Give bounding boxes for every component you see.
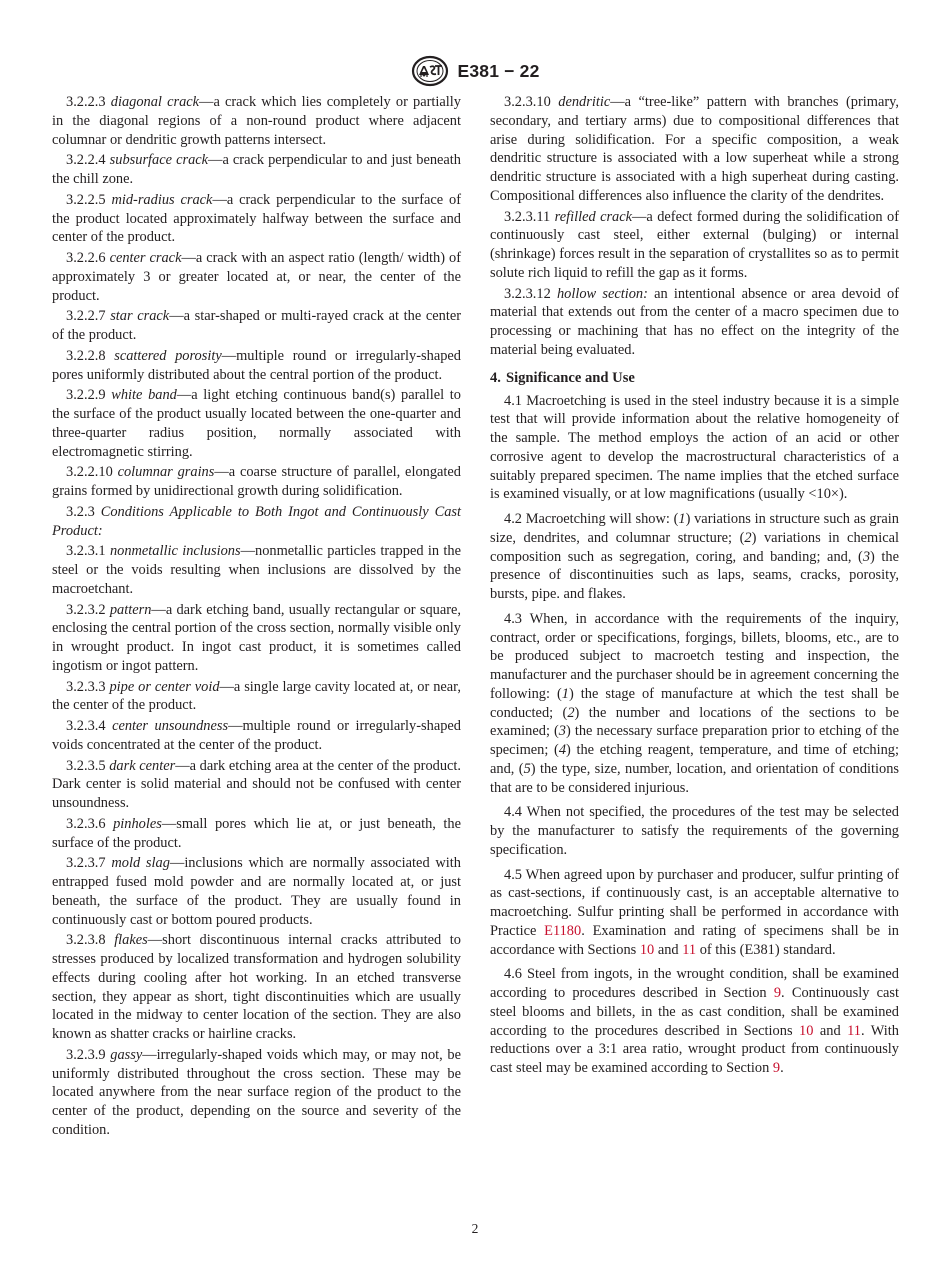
paragraph	[52, 601, 461, 676]
text: 3.2.2.5	[66, 191, 112, 208]
text: —irregularly-shaped voids which may, or may not, be uniformly distributed throughout the cross section. These may be located anywhere from the near surface region of the product to the center of the product, depending on the source and severity of the condition.	[52, 1046, 462, 1138]
term: gassy	[110, 1046, 143, 1063]
term: 3	[558, 723, 566, 740]
text: 4.5 When agreed upon by purchaser and producer, sulfur printing of as cast-sections, if continuously cast, is an acceptable alternative to macroetching. Sulfur printing shall be performed in accordance with Practice	[490, 866, 899, 939]
text: 3.2.2.8	[66, 347, 115, 364]
term: center crack	[109, 250, 182, 266]
text: 3.2.2.7	[66, 308, 111, 325]
text: 4.1 Macroetching is used in the steel industry because it is a simple test that will provide information about the relative homogeneity of the sample. The method employs the action of an acid or other corrosive agent to develop the macrostructural characteristics of a suitably prepared specimen. The name implies that the etched surface is examined visually, or at low magnifications (usually <10×).	[490, 392, 899, 503]
text: . With reductions over a 3:1 area ratio, wrought product from continuously cast steel may be examined according to Section	[490, 1022, 899, 1076]
section-heading	[490, 369, 899, 388]
text: 3.2.2.3	[66, 94, 111, 110]
paragraph	[52, 854, 461, 929]
term: mold slag	[111, 855, 170, 872]
term: pipe or center void	[109, 678, 220, 695]
text: 3.2.3	[66, 503, 101, 520]
term: scattered porosity	[114, 347, 222, 364]
paragraph	[490, 93, 899, 206]
term: 2	[744, 529, 752, 546]
section-link[interactable]: 11	[682, 941, 697, 958]
text: 3.2.3.10	[504, 94, 559, 110]
paragraph	[490, 866, 899, 960]
text: 3.2.3.1	[66, 543, 110, 560]
text: ) the type, size, number, location, and orientation of conditions that are to be considered injurious.	[490, 760, 900, 796]
term: diagonal crack	[110, 94, 200, 110]
text: ) variations in structure such as grain size, dendrites, and columnar structure; (	[490, 511, 899, 546]
text: —a single large cavity located at, or near, the center of the product.	[52, 678, 461, 714]
text: —multiple round or irregularly-shaped voids concentrated at the center of the product.	[52, 718, 461, 753]
text: 3.2.3.5	[66, 757, 110, 774]
paragraph	[52, 503, 461, 541]
paragraph	[52, 307, 461, 345]
text: —small pores which lie at, or just beneath, the surface of the product.	[52, 815, 461, 851]
text: —nonmetallic particles trapped in the steel or the voids resulting when inclusions are dissolved by the macroetchant.	[52, 543, 462, 597]
text: and	[654, 941, 683, 958]
text: —a dark etching area at the center of the product. Dark center is solid material and should not be confused with center unsoundness.	[52, 757, 462, 811]
section-link[interactable]: 10	[799, 1022, 814, 1039]
page-number: 2	[471, 1221, 479, 1236]
text: —a defect formed during the solidification of continuously cast steel, either external (bulging) or internal (shrinkage) forces result in the separation of crystallites so as to permit solute rich liquid to refill the gap as it forms.	[490, 208, 899, 281]
text: 4.4 When not specified, the procedures of the test may be selected by the manufacturer to satisfy the requirements of the governing specification.	[490, 804, 899, 858]
paragraph	[52, 757, 461, 813]
text: —a crack with an aspect ratio (length/ width) of approximately 3 or greater located at, or near, the center of the product.	[52, 250, 461, 304]
term: hollow section:	[556, 285, 648, 302]
paragraph	[52, 717, 461, 755]
term: mid-radius crack	[111, 191, 213, 208]
text: ) variations in chemical composition such as segregation, coring, and banding; and, (	[490, 529, 899, 565]
term: 1	[561, 685, 569, 702]
text: —a crack which lies completely or partially in the diagonal regions of a non-round product where adjacent columnar or dendritic growth patterns intersect.	[52, 94, 461, 148]
paragraph	[490, 285, 899, 360]
text: 3.2.3.9	[66, 1046, 111, 1063]
paragraph	[52, 815, 461, 853]
text: —multiple round or irregularly-shaped pores uniformly distributed about the central portion of the product.	[52, 347, 461, 383]
paragraph	[52, 542, 461, 598]
text: —a crack perpendicular to and just beneath the chill zone.	[52, 152, 461, 187]
text: 4.3 When, in accordance with the requirements of the inquiry, contract, order or specifications, forgings, billets, blooms, etc., are to be produced subject to macroetch testing and inspection, the manufacturer and the purchaser should be in agreement concerning the following: (	[490, 610, 899, 702]
text: . Examination and rating of specimens shall be in accordance with Sections	[490, 922, 899, 958]
right-column	[490, 93, 899, 1080]
text: 3.2.3.8	[66, 932, 115, 949]
text: —short discontinuous internal cracks attributed to stresses produced by localized transformation and hydrogen solubility effects during cooling after hot working. In an etched transverse section, they appear as short, tight discontinuities which are usually located in the midway to center location of the section. They are also known as shatter cracks or hairline cracks.	[52, 932, 461, 1042]
text: 3.2.2.10	[66, 464, 118, 481]
term: dendritic	[558, 94, 611, 110]
section-link[interactable]: 11	[847, 1022, 861, 1039]
text: an intentional absence or area devoid of material that extends out from the center of a macro specimen due to processing or machining that has no effect on the integrity of the material being evaluated.	[490, 285, 899, 358]
paragraph	[490, 510, 899, 604]
text: 3.2.3.12	[504, 285, 557, 302]
section-title: Significance and Use	[505, 369, 635, 386]
definitions-continued	[490, 93, 899, 360]
paragraph	[52, 191, 461, 247]
paragraph	[52, 249, 461, 305]
term: 2	[567, 704, 575, 721]
term: Conditions Applicable to Both Ingot and Continuously Cast Product:	[52, 503, 461, 539]
text: 3.2.3.6	[66, 815, 114, 832]
term: star crack	[110, 308, 170, 325]
paragraph	[490, 208, 899, 283]
text: ) the number and locations of the sections to be examined; (	[490, 704, 899, 740]
term: flakes	[114, 932, 148, 949]
section-link[interactable]: 10	[639, 941, 655, 958]
term: white band	[111, 387, 177, 404]
text: 3.2.2.6	[66, 250, 110, 266]
text: 3.2.2.9	[66, 387, 112, 404]
term: 1	[678, 511, 686, 527]
paragraph	[52, 386, 461, 461]
document-id: E381 − 22	[457, 60, 540, 81]
text: 3.2.3.2	[66, 601, 110, 618]
section-link[interactable]: 9	[772, 1060, 781, 1076]
paragraph	[490, 803, 899, 859]
paragraph	[52, 931, 461, 1044]
term: pattern	[109, 601, 152, 618]
paragraph	[52, 1046, 461, 1140]
text: of this (E381) standard.	[696, 941, 836, 958]
text: ) the etching reagent, temperature, and time of etching; and, (	[490, 742, 900, 777]
text: 4.6 Steel from ingots, in the wrought condition, shall be examined according to procedures described in Section	[490, 966, 899, 1001]
text: 3.2.2.4	[66, 152, 110, 169]
astm-logo-icon	[410, 55, 450, 87]
text: ) the presence of discontinuities such as laps, seams, cracks, porosity, bursts, pipe. and flakes.	[490, 548, 899, 602]
section-link[interactable]: E1180	[544, 922, 582, 939]
term: dark center	[109, 757, 176, 774]
paragraph	[490, 965, 899, 1078]
text: . Continuously cast steel blooms and billets, in the as cast condition, shall be examined according to the procedures described in Sections	[490, 985, 900, 1039]
paragraph	[52, 151, 461, 189]
text: 3.2.3.7	[66, 855, 112, 872]
term: columnar grains	[117, 464, 215, 481]
paragraph	[490, 392, 899, 505]
term: 5	[523, 760, 531, 777]
left-column	[52, 93, 461, 1142]
text: .	[780, 1060, 784, 1076]
paragraph	[52, 93, 461, 149]
text: 3.2.3.4	[66, 718, 113, 734]
term: subsurface crack	[109, 152, 209, 169]
page-header	[0, 55, 950, 87]
text: —a star-shaped or multi-rayed crack at the center of the product.	[52, 308, 461, 343]
section-number: 4.	[490, 369, 501, 386]
paragraph	[490, 610, 899, 798]
text: ) the necessary surface preparation prior to etching of the specimen; (	[490, 723, 900, 758]
paragraph	[52, 463, 461, 501]
term: refilled crack	[554, 208, 633, 225]
text: 4.2 Macroetching will show: (	[504, 511, 679, 527]
term: nonmetallic inclusions	[109, 543, 241, 560]
text: —inclusions which are normally associated with entrapped fused mold powder and are normally located at, or just beneath, the surface of the product. They are usually found in continuously cast or bottom poured products.	[52, 855, 462, 928]
text: —a light etching continuous band(s) parallel to the surface of the product usually located between the one-quarter and three-quarter radius position, normally associated with electromagnetic stirring.	[52, 387, 461, 460]
section-4-body	[490, 392, 899, 1078]
text: —a crack perpendicular to the surface of the product located approximately halfway between the surface and center of the product.	[52, 191, 462, 246]
text: —a “tree-like” pattern with branches (primary, secondary, and tertiary arms) due to compositional differences that arise during solidification. For a specific composition, a weak dendritic structure is associated with a low superheat while a strong dendritic structure is associated with a high superheat during casting. Compositional differences also influence the clarity of the dendrites.	[490, 94, 899, 204]
text: —a coarse structure of parallel, elongated grains formed by unidirectional growth during solidification.	[52, 464, 461, 499]
paragraph	[52, 678, 461, 716]
section-link[interactable]: 9	[773, 985, 782, 1001]
term: 4	[558, 742, 567, 758]
term: 3	[862, 548, 871, 565]
text: 3.2.3.3	[66, 678, 110, 695]
text: —a dark etching band, usually rectangular or square, enclosing the central portion of the cross section, normally visible only in wrought product. In ingot cast product, it is sometimes called ingotism or ingot pattern.	[52, 601, 461, 674]
term: pinholes	[113, 815, 162, 832]
term: center unsoundness	[112, 718, 229, 734]
text: 3.2.3.11	[504, 208, 555, 225]
text: and	[813, 1022, 848, 1039]
paragraph	[52, 347, 461, 385]
text: ) the stage of manufacture at which the test shall be conducted; (	[490, 685, 899, 721]
